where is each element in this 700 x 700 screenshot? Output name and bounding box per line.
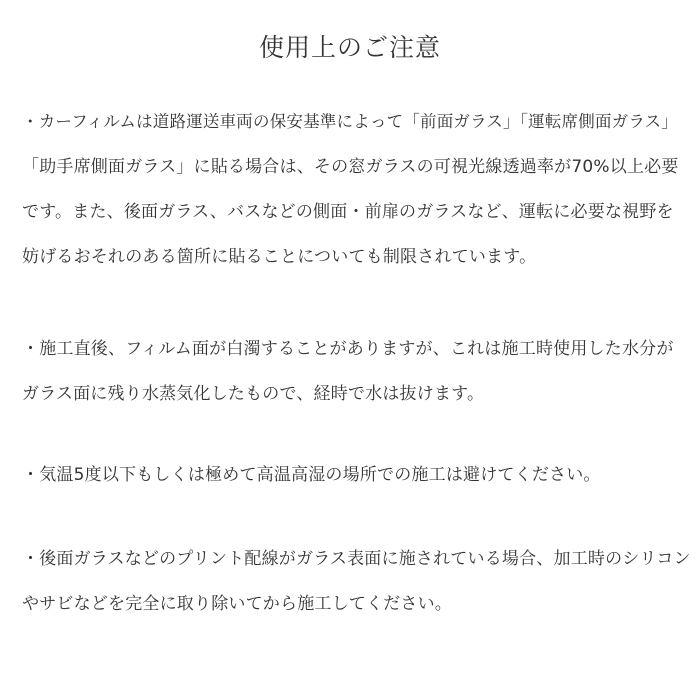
caution-note-line: ・後面ガラスなどのプリント配線がガラス表面に施されている場合、加工時のシリコン (22, 549, 691, 569)
caution-note-line: やサビなどを完全に取り除いてから施工してください。 (22, 594, 452, 614)
caution-note-film-regulation (22, 111, 692, 268)
caution-note-line: 「助手席側面ガラス」に貼る場合は、その窓ガラスの可視光線透過率が70%以上必要 (22, 157, 679, 177)
caution-note-line: ガラス面に残り水蒸気化したもので、経時で水は抜けます。 (22, 384, 485, 404)
caution-note-line: 妨げるおそれのある箇所に貼ることについても制限されています。 (22, 247, 537, 267)
caution-note-line: ・気温5度以下もしくは極めて高温高湿の場所での施工は避けてください。 (22, 465, 601, 485)
caution-note-line: ・施工直後、フィルム面が白濁することがありますが、これは施工時使用した水分が (22, 339, 674, 359)
caution-note-printed-wiring (22, 548, 692, 615)
caution-note-temperature (22, 464, 692, 486)
page-title: 使用上のご注意 (258, 33, 441, 62)
caution-note-cloudiness (22, 338, 692, 405)
caution-note-line: です。また、後面ガラス、バスなどの側面・前扉のガラスなど、運転に必要な視野を (22, 202, 674, 222)
caution-note-line: ・カーフィルムは道路運送車両の保安基準によって「前面ガラス」「運転席側面ガラス」 (22, 112, 678, 131)
